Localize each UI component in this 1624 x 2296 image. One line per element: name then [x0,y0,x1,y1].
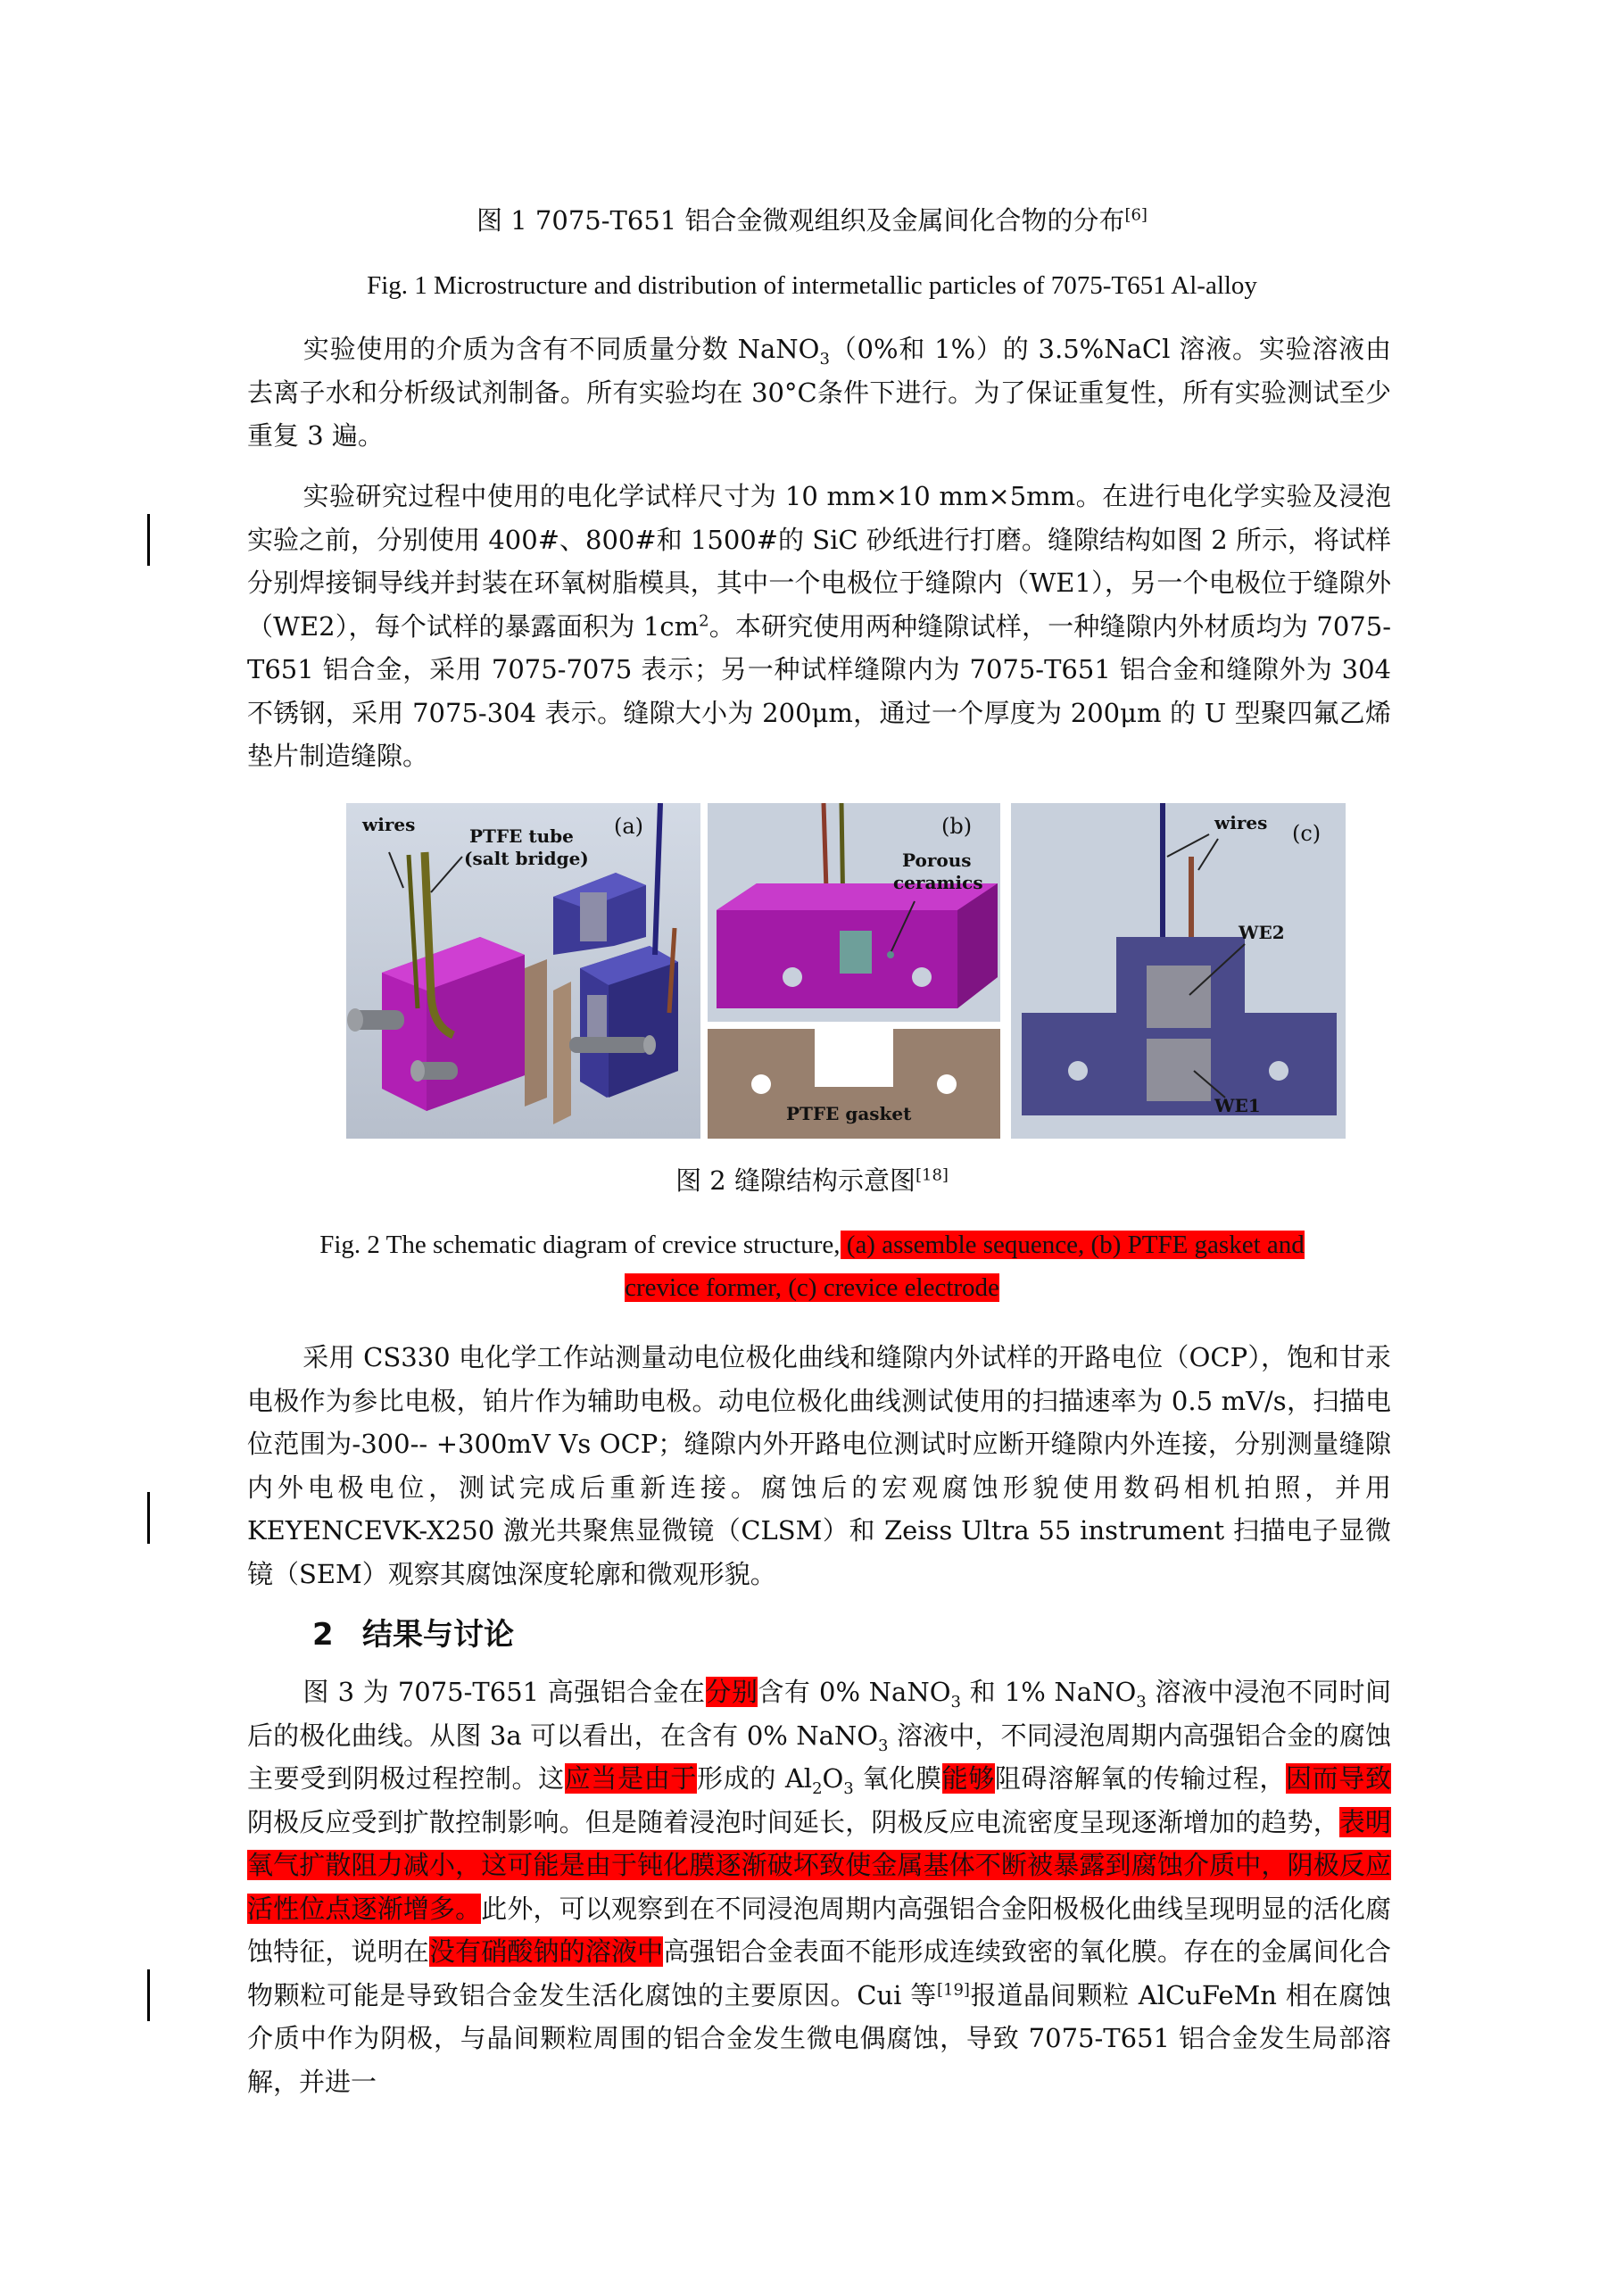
revision-bar [147,1969,150,2021]
label-we2: WE2 [1239,922,1285,943]
paragraph-results: 图 3 为 7075-T651 高强铝合金在分别含有 0% NaNO$_3$ 和 1% NaNO$_3$ 溶液中浸泡不同时间后的极化曲线。从图 3a 可以看出，在含有 0% NaNO$_3$ 溶液中，不同浸泡周期内高强铝合金的腐蚀主要受到阴极过程控制。这应当是由于形成的 $Al_2O_3$ 氧化膜能够阻碍溶解氧的传输过程，因而导致阴极反应受到扩散控制影响。但是随着浸泡时间延长，阴极反应电流密度呈现逐渐增加的趋势，表明氧气扩散阻力减小，这可能是由于钝化膜逐渐破坏致使金属基体不断被暴露到腐蚀介质中，阴极反应活性位点逐渐增多。此外，可以观察到在不同浸泡周期内高强铝合金阳极极化曲线呈现明显的活化腐蚀特征，说明在没有硝酸钠的溶液中高强铝合金表面不能形成连续致密的氧化膜。存在的金属间化合物颗粒可能是导致铝合金发生活化腐蚀的主要原因。Cui 等[19]报道晶间颗粒 AlCuFeMn 相在腐蚀介质中作为阴极，与晶间颗粒周围的铝合金发生微电偶腐蚀，导致 7075-T651 铝合金发生局部溶解，并进一 [247,1677,1391,2097]
fig2-caption-en-line1: Fig. 2 The schematic diagram of crevice structure, (a) assemble sequence, (b) PTFE gasket and [319,1231,1305,1259]
highlight: crevice former, (c) crevice electrode [625,1273,999,1302]
paragraph-methods: 采用 CS330 电化学工作站测量动电位极化曲线和缝隙内外试样的开路电位（OCP），饱和甘汞电极作为参比电极，铂片作为辅助电极。动电位极化曲线测试使用的扫描速率为 0.5 mV/s，扫描电位范围为-300-- +300mV Vs OCP；缝隙内外开路电位测试时应断开缝隙内外连接，分别测量缝隙内外电极电位，测试完成后重新连接。腐蚀后的宏观腐蚀形貌使用数码相机拍照，并用 KEYENCEVK-X250 激光共聚焦显微镜（CLSM）和 Zeiss Ultra 55 instrument 扫描电子显微镜（SEM）观察其腐蚀深度轮廓和微观形貌。 [247,1342,1391,1589]
highlight: (a) assemble sequence, (b) PTFE gasket and [840,1231,1305,1259]
figure-2-panel-c [1011,803,1346,1139]
highlight: 没有硝酸钠的溶液中 [428,1936,664,1967]
highlight: 应当是由于 [564,1763,698,1794]
label-salt-bridge: (salt bridge) [464,848,589,869]
crevice-electrode-illustration [1011,803,1346,1139]
fig2-caption-en-line2 [0,1270,1624,1305]
revision-bar [147,1492,150,1544]
label-ptfe-gasket: PTFE gasket [786,1103,912,1124]
paragraph-specimen: 实验研究过程中使用的电化学试样尺寸为 10 mm×10 mm×5mm。在进行电化学实验及浸泡实验之前，分别使用 400#、800#和 1500#的 SiC 砂纸进行打磨。缝隙结构如图 2 所示，将试样分别焊接铜导线并封装在环氧树脂模具，其中一个电极位于缝隙内（WE1），另一个电极位于缝隙外（WE2），每个试样的暴露面积为 $1cm^2$。本研究使用两种缝隙试样，一种缝隙内外材质均为 7075-T651 铝合金，采用 7075-7075 表示；另一种试样缝隙内为 7075-T651 铝合金和缝隙外为 304 不锈钢，采用 7075-304 表示。缝隙大小为 200μm，通过一个厚度为 200μm 的 U 型聚四氟乙烯垫片制造缝隙。 [247,481,1391,771]
label-wires-c: wires [1214,812,1268,833]
fig1-caption-cn: 图 1 7075-T651 铝合金微观组织及金属间化合物的分布[6] [476,205,1148,236]
figure-2-panel-b [708,803,1000,1139]
highlight: 能够 [941,1763,995,1794]
highlight: 分别 [705,1677,758,1707]
label-wires: wires [362,814,416,835]
fig2-caption-cn: 图 2 缝隙结构示意图[18] [675,1165,949,1196]
paragraph-materials: 实验使用的介质为含有不同质量分数 NaNO$_3$（0%和 1%）的 3.5%NaCl 溶液。实验溶液由去离子水和分析级试剂制备。所有实验均在 30°C条件下进行。为了保证重复性，所有实验测试至少重复 3 遍。 [247,334,1391,451]
highlight: 表明氧气扩散阻力减小，这可能是由于钝化膜逐渐破坏致使金属基体不断被暴露到腐蚀介质中，阴极反应活性位点逐渐增多。 [247,1806,1391,1924]
section-heading: 2 结果与讨论 [312,1617,514,1653]
label-ceramics: ceramics [893,872,983,893]
label-ptfe-tube: PTFE tube [469,825,574,847]
figure-2-panel-a [346,803,700,1139]
highlight: 因而导致 [1286,1763,1391,1794]
panel-a-label: (a) [614,814,644,839]
label-we1: WE1 [1214,1095,1261,1116]
panel-b-label: (b) [941,814,973,839]
label-porous: Porous [902,850,972,871]
fig1-caption-en: Fig. 1 Microstructure and distribution of intermetallic particles of 7075-T651 Al-alloy [367,271,1257,300]
revision-bar [147,514,150,566]
figure-2 [346,803,1346,1139]
panel-c-label: (c) [1292,821,1322,846]
